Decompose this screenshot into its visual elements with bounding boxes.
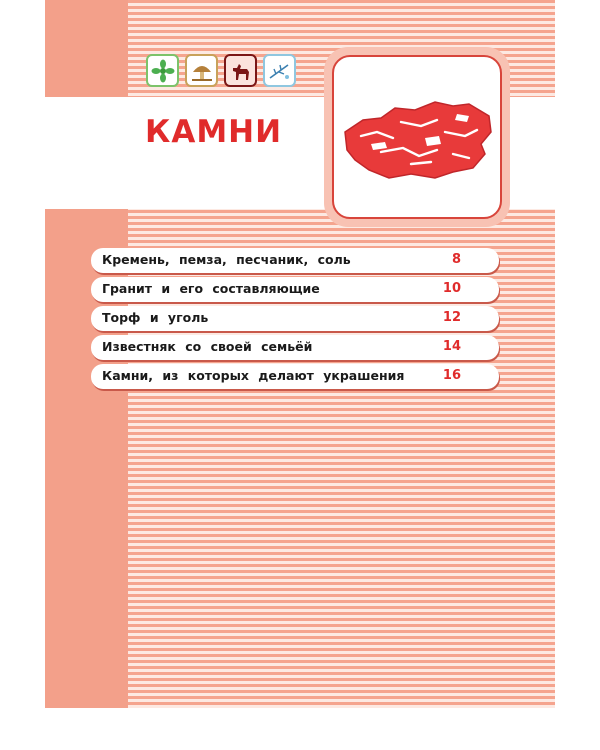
toc-item-page: 12 (442, 310, 461, 325)
animals-icon[interactable] (224, 54, 257, 87)
toc-item-title: Гранит и его составляющие (102, 281, 320, 296)
stone-icon (341, 92, 493, 182)
toc-item-page: 8 (451, 252, 461, 267)
table-of-contents (91, 248, 499, 393)
toc-item[interactable] (91, 277, 499, 302)
theme-icons (146, 54, 296, 87)
weather-icon[interactable] (263, 54, 296, 87)
plants-icon[interactable] (146, 54, 179, 87)
toc-item[interactable] (91, 248, 499, 273)
toc-item-page: 10 (442, 281, 461, 296)
toc-item-title: Камни, из которых делают украшения (102, 368, 405, 383)
page-margin-top (45, 0, 128, 97)
toc-item[interactable] (91, 335, 499, 360)
toc-item[interactable] (91, 364, 499, 389)
toc-item[interactable] (91, 306, 499, 331)
stone-image-frame (324, 47, 510, 227)
toc-item-page: 16 (442, 368, 461, 383)
section-title: КАМНИ (145, 114, 283, 150)
fungi-icon[interactable] (185, 54, 218, 87)
toc-item-page: 14 (442, 339, 461, 354)
toc-item-title: Известняк со своей семьёй (102, 339, 313, 354)
toc-item-title: Кремень, пемза, песчаник, соль (102, 252, 351, 267)
toc-item-title: Торф и уголь (102, 310, 209, 325)
stone-image (332, 55, 502, 219)
